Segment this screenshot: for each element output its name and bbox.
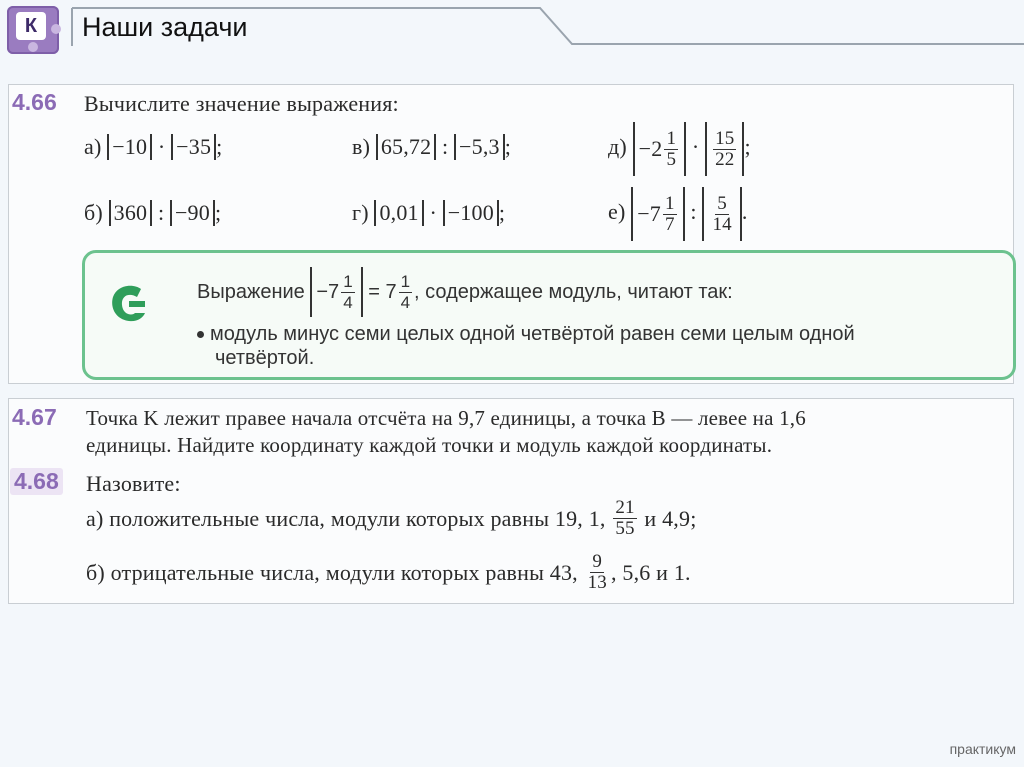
puzzle-logo-icon [7, 6, 59, 54]
logo-letter: К [16, 12, 46, 40]
task-number: 4.68 [10, 468, 63, 495]
task-468-prompt: Назовите: [86, 471, 181, 496]
task-468-a: а) положительные числа, модули которых равны 19, 1, $\frac{21}{55}$ и 4,9; [86, 497, 697, 539]
item-v: в) 65,72 : −5,3 ; [352, 134, 512, 159]
task-prompt: Вычислите значение выражения: [84, 91, 399, 116]
task-number: 4.66 [12, 89, 57, 115]
footer-label: практикум [949, 741, 1016, 757]
page-title: Наши задачи [82, 12, 248, 42]
item-b: б) 360 : −90 ; [84, 200, 222, 225]
task-467-line-1: Точка K лежит правее начала отсчёта на 9,7 единицы, а точка B — левее на 1,6 [86, 406, 806, 430]
task-468-b: б) отрицательные числа, модули которых равны 43, $\frac{9}{13}$ , 5,6 и 1. [86, 551, 691, 593]
item-e: е) −7 $\frac{1}{7}$ : $\frac{5}{14}$ . [608, 187, 748, 241]
note-box [82, 250, 1016, 380]
note-logo-icon [107, 281, 151, 325]
item-d: д) −2 $\frac{1}{5}$ · $\frac{15}{22}$ ; [608, 122, 751, 176]
item-a: а) −10 · −35 ; [84, 134, 223, 159]
task-467-line-2: единицы. Найдите координату каждой точки и модуль каждой координаты. [86, 433, 773, 457]
note-bullet-cont: четвёртой. [215, 347, 315, 369]
note-bullet: модуль минус семи целых одной четвёртой равен семи целым одной [197, 323, 855, 346]
note-line-1: Выражение −7 $\frac{1}{4}$ = 7 $\frac{1}{4}$ , содержащее модуль, читают так: [197, 267, 733, 317]
item-g: г) 0,01 · −100 ; [352, 200, 506, 225]
task-number: 4.67 [12, 404, 57, 430]
